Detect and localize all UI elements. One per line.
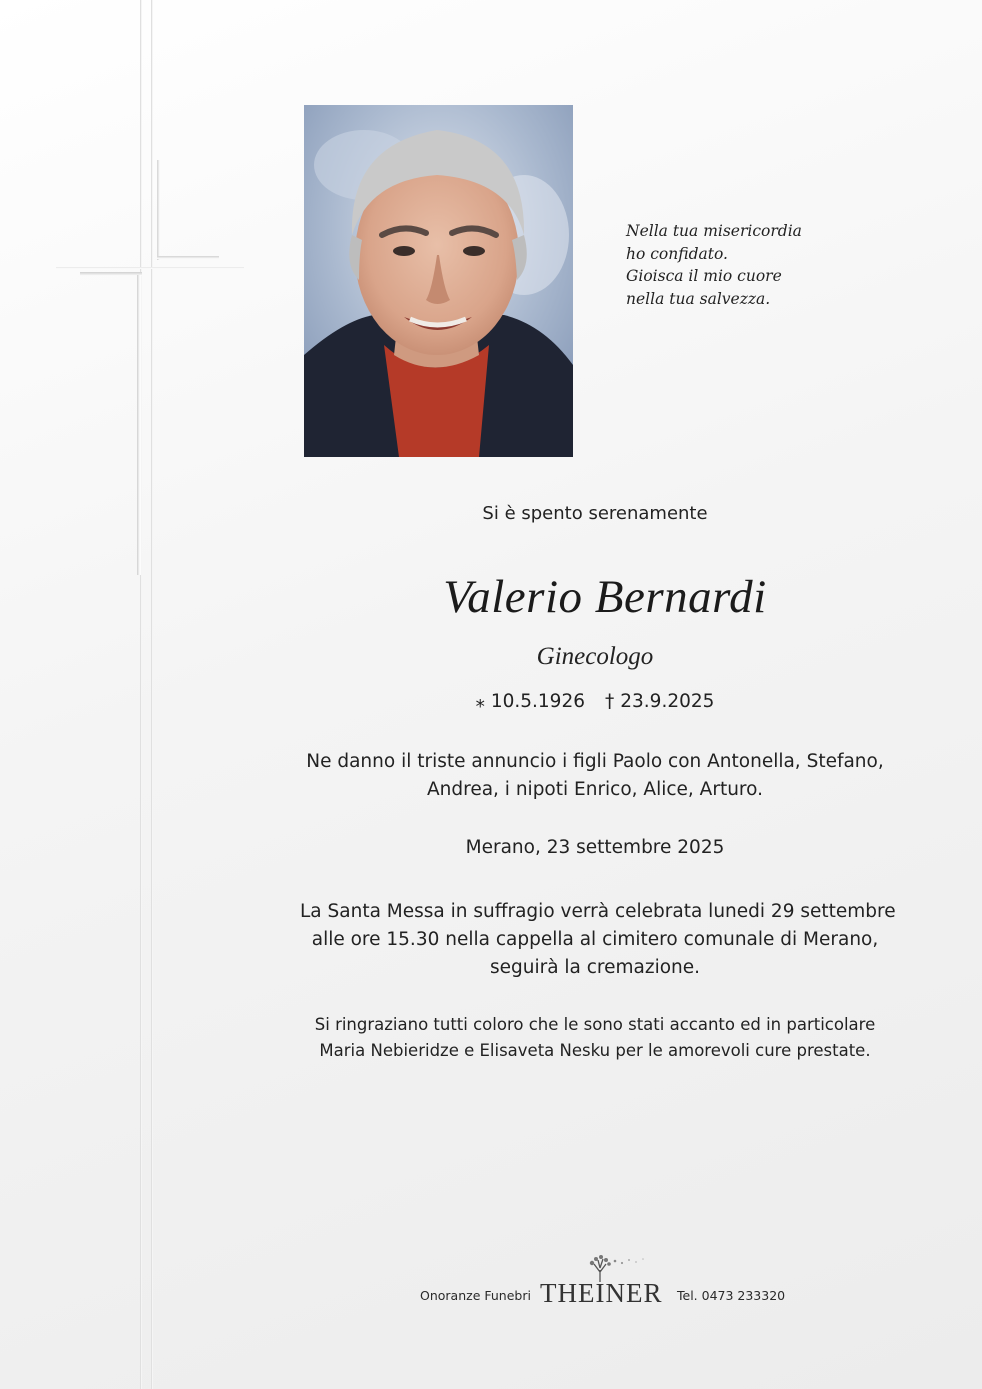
cross-lower-stroke bbox=[137, 275, 141, 575]
death-date: 23.9.2025 bbox=[620, 691, 715, 712]
place-date: Merano, 23 settembre 2025 bbox=[465, 837, 725, 858]
mass-notice bbox=[300, 898, 896, 982]
announcement-line: Andrea, i nipoti Enrico, Alice, Arturo. bbox=[427, 779, 763, 800]
mass-line: alle ore 15.30 nella cappella al cimitero comunale di Merano, bbox=[311, 929, 879, 950]
mass-line: seguirà la cremazione. bbox=[489, 957, 701, 978]
verse-line: ho confidato. bbox=[626, 244, 728, 263]
deceased-profession: Ginecologo bbox=[536, 643, 654, 670]
announcement-line: Ne danno il triste annuncio i figli Paolo con Antonella, Stefano, bbox=[306, 751, 884, 772]
thanks-line: Maria Nebieridze e Elisaveta Nesku per le amorevoli cure prestate. bbox=[319, 1040, 871, 1060]
memorial-verse bbox=[626, 220, 846, 310]
death-icon: † bbox=[605, 691, 615, 712]
thanks-notice bbox=[300, 1012, 890, 1063]
cross-upper-stroke bbox=[157, 160, 160, 260]
verse-line: nella tua salvezza. bbox=[626, 289, 771, 308]
cross-left-arm bbox=[80, 272, 142, 276]
thanks-line: Si ringraziano tutti coloro che le sono stati accanto ed in particolare bbox=[314, 1015, 876, 1034]
cross-right-arm bbox=[157, 256, 219, 259]
life-dates bbox=[300, 691, 890, 712]
verse-line: Gioisca il mio cuore bbox=[626, 267, 782, 285]
portrait-photo bbox=[304, 105, 573, 457]
cross-crossbar-shadow bbox=[56, 267, 244, 269]
funeral-home-footer bbox=[420, 1254, 800, 1314]
intro-text: Si è spento serenamente bbox=[482, 503, 708, 524]
decorative-vertical-line bbox=[151, 0, 153, 1389]
mass-line: La Santa Messa in suffragio verrà celebrata lunedi 29 settembre bbox=[300, 901, 896, 922]
birth-icon: ⁎ bbox=[475, 691, 485, 712]
deceased-name: Valerio Bernardi bbox=[443, 571, 767, 623]
funeral-home-phone: Tel. 0473 233320 bbox=[677, 1288, 786, 1303]
family-announcement bbox=[300, 748, 890, 804]
verse-line: Nella tua misericordia bbox=[626, 222, 802, 240]
funeral-home-name: THEINER bbox=[540, 1278, 663, 1308]
footer-prefix: Onoranze Funebri bbox=[420, 1288, 531, 1303]
decorative-vertical-line bbox=[140, 0, 142, 1389]
birth-date: 10.5.1926 bbox=[490, 691, 585, 712]
